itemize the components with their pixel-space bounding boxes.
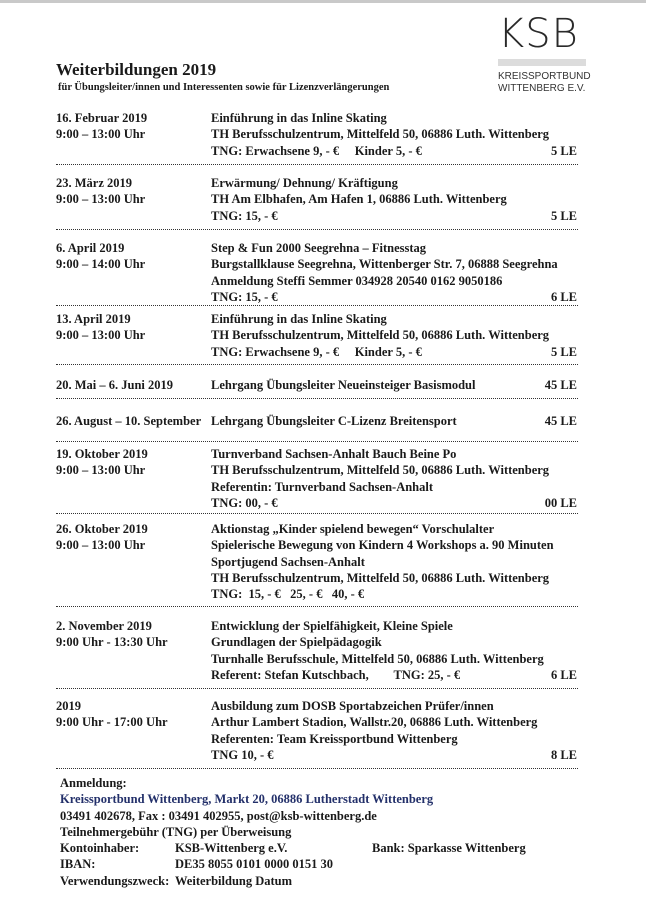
event-date: 20. Mai – 6. Juni 2019	[56, 378, 174, 392]
event-title: Einführung in das Inline Skating	[211, 111, 387, 125]
event-time: 9:00 – 13:00 Uhr	[56, 192, 146, 207]
event-le: 45 LE	[544, 378, 577, 392]
event-description: Grundlagen der Spielpädagogik	[211, 635, 382, 650]
dotted-separator	[56, 364, 578, 365]
registration-contact: 03491 402678, Fax : 03491 402955, post@ksb-wittenberg.de	[60, 808, 377, 823]
logo-text	[498, 71, 590, 95]
event-location: TH Am Elbhafen, Am Hafen 1, 06886 Luth. Wittenberg	[211, 192, 507, 207]
event-location: Burgstallklause Seegrehna, Wittenberger Str. 7, 06888 Seegrehna	[211, 257, 558, 272]
event-time: 9:00 – 13:00 Uhr	[56, 127, 146, 142]
dotted-separator	[56, 164, 578, 165]
iban-value: DE35 8055 0101 0000 0151 30	[175, 857, 333, 872]
event-title: Turnverband Sachsen-Anhalt Bauch Beine Po	[211, 447, 457, 461]
event-speaker: Referentin: Turnverband Sachsen-Anhalt	[211, 479, 434, 494]
event-location: TH Berufsschulzentrum, Mittelfeld 50, 06886 Luth. Wittenberg	[211, 328, 550, 343]
dotted-separator	[56, 606, 578, 607]
event-date: 19. Oktober 2019	[56, 447, 148, 461]
event-le: 5 LE	[550, 208, 577, 223]
event-time: 9:00 – 13:00 Uhr	[56, 463, 146, 478]
event-title: Lehrgang Übungsleiter C-Lizenz Breitensport	[211, 414, 457, 428]
page-title: Weiterbildungen 2019	[56, 60, 217, 79]
event-title: Ausbildung zum DOSB Sportabzeichen Prüfer/innen	[211, 699, 494, 713]
event-le: 6 LE	[550, 289, 577, 304]
event-date: 16. Februar 2019	[56, 111, 148, 125]
dotted-separator	[56, 305, 578, 306]
dotted-separator	[56, 398, 578, 399]
event-location: TH Berufsschulzentrum, Mittelfeld 50, 06886 Luth. Wittenberg	[211, 127, 550, 142]
dotted-separator	[56, 768, 578, 769]
event-fee: TNG: Erwachsene 9, - € Kinder 5, - €	[211, 344, 422, 359]
event-description: Spielerische Bewegung von Kindern 4 Workshops a. 90 Minuten	[211, 538, 554, 553]
fee-note: Teilnehmergebühr (TNG) per Überweisung	[60, 824, 292, 839]
registration-address: Kreissportbund Wittenberg, Markt 20, 06886 Lutherstadt Wittenberg	[60, 792, 434, 807]
event-location: TH Berufsschulzentrum, Mittelfeld 50, 06886 Luth. Wittenberg	[211, 570, 550, 585]
event-location: Turnhalle Berufsschule, Mittelfeld 50, 06886 Luth. Wittenberg	[211, 651, 544, 666]
purpose-value: Weiterbildung Datum	[175, 873, 293, 888]
logo-letters: KSB	[498, 11, 579, 57]
event-le: 6 LE	[550, 667, 577, 682]
logo-line-1: KREISSPORTBUND	[498, 71, 591, 82]
dotted-separator	[56, 513, 578, 514]
page-subtitle: für Übungsleiter/innen und Interessenten sowie für Lizenzverlängerungen	[58, 82, 390, 93]
event-time: 9:00 – 13:00 Uhr	[56, 328, 146, 343]
event-date: 2. November 2019	[56, 619, 152, 633]
registration-info	[60, 775, 526, 889]
holder-value: KSB-Wittenberg e.V.	[175, 841, 288, 856]
scan-edge	[0, 0, 646, 3]
event-time: 9:00 Uhr - 17:00 Uhr	[56, 715, 168, 730]
event-date: 6. April 2019	[56, 241, 125, 255]
purpose-label: Verwendungszweck:	[60, 873, 170, 888]
event-fee: TNG: Erwachsene 9, - € Kinder 5, - €	[211, 143, 422, 158]
event-title: Einführung in das Inline Skating	[211, 312, 387, 326]
event-speaker: Referenten: Team Kreissportbund Wittenberg	[211, 731, 458, 746]
event-registration: Anmeldung Steffi Semmer 034928 20540 0162 9050186	[211, 273, 503, 288]
event-fee: TNG: 00, - €	[211, 495, 278, 510]
event-fee: Referent: Stefan Kutschbach, TNG: 25, - €	[211, 667, 461, 682]
event-location: TH Berufsschulzentrum, Mittelfeld 50, 06886 Luth. Wittenberg	[211, 463, 550, 478]
dotted-separator	[56, 688, 578, 689]
event-fee: TNG: 15, - € 25, - € 40, - €	[211, 587, 365, 602]
iban-label: IBAN:	[60, 857, 96, 872]
event-le: 45 LE	[544, 414, 577, 428]
event-fee: TNG: 15, - €	[211, 289, 278, 304]
event-time: 9:00 – 14:00 Uhr	[56, 257, 146, 272]
registration-heading: Anmeldung:	[60, 776, 127, 790]
dotted-separator	[56, 441, 578, 442]
event-le: 5 LE	[550, 344, 577, 359]
event-title: Step & Fun 2000 Seegrehna – Fitnesstag	[211, 241, 427, 255]
event-date: 26. Oktober 2019	[56, 522, 148, 536]
event-le: 00 LE	[544, 495, 577, 510]
event-date: 26. August – 10. September	[56, 414, 202, 428]
event-title: Aktionstag „Kinder spielend bewegen“ Vorschulalter	[211, 522, 495, 536]
bank-name: Bank: Sparkasse Wittenberg	[372, 841, 526, 856]
dotted-separator	[56, 229, 578, 230]
event-time: 9:00 – 13:00 Uhr	[56, 538, 146, 553]
event-title: Entwicklung der Spielfähigkeit, Kleine Spiele	[211, 619, 453, 633]
holder-label: Kontoinhaber:	[60, 841, 140, 856]
event-le: 5 LE	[550, 143, 577, 158]
logo-line-2: WITTENBERG E.V.	[498, 83, 586, 94]
ksb-logo	[498, 11, 591, 95]
event-organizer: Sportjugend Sachsen-Anhalt	[211, 554, 365, 569]
event-location: Arthur Lambert Stadion, Wallstr.20, 06886 Luth. Wittenberg	[211, 715, 538, 730]
event-time: 9:00 Uhr - 13:30 Uhr	[56, 635, 168, 650]
event-date: 23. März 2019	[56, 176, 133, 190]
event-date: 13. April 2019	[56, 312, 131, 326]
event-title: Lehrgang Übungsleiter Neueinsteiger Basismodul	[211, 378, 476, 392]
event-date: 2019	[56, 699, 81, 713]
logo-bar	[498, 59, 586, 66]
event-fee: TNG: 15, - €	[211, 208, 278, 223]
event-title: Erwärmung/ Dehnung/ Kräftigung	[211, 176, 398, 190]
event-fee: TNG 10, - €	[211, 747, 274, 762]
event-le: 8 LE	[550, 747, 577, 762]
